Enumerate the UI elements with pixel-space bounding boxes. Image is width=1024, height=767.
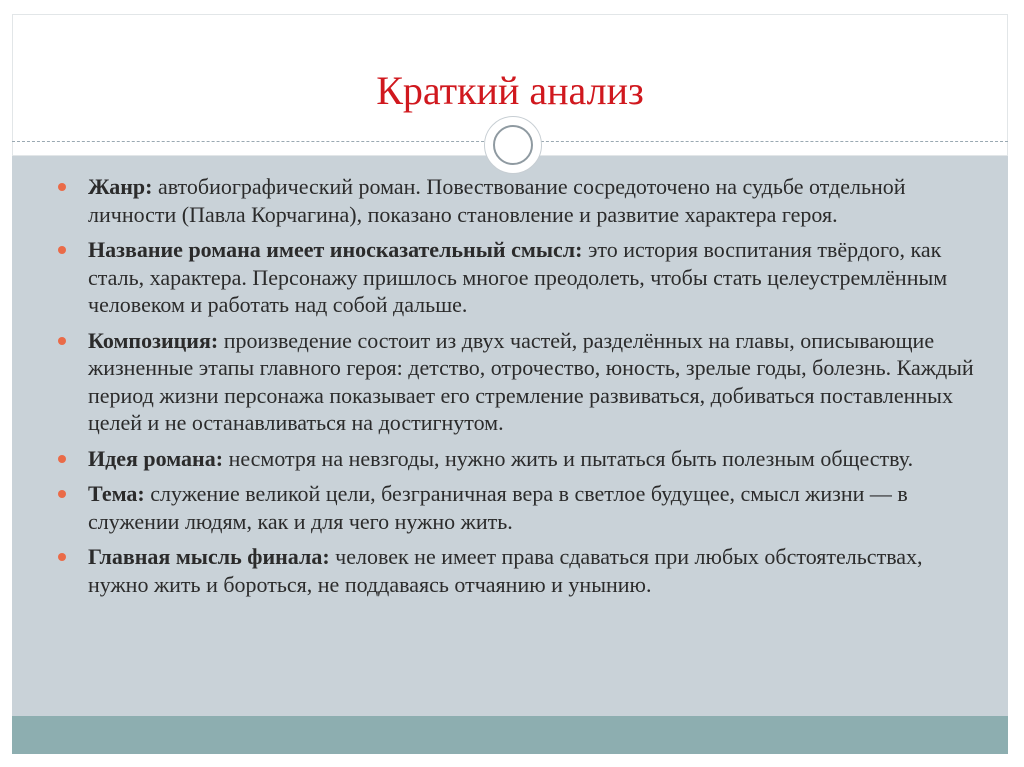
bullet-icon (58, 490, 66, 498)
item-term: Композиция: (88, 327, 219, 353)
item-term: Название романа имеет иносказательный смысл: (88, 237, 583, 262)
slide-title: Краткий анализ (376, 68, 644, 113)
bullet-icon (58, 337, 66, 345)
item-text: человек не имеет права сдаваться при любых обстоятельствах, нужно жить и бороться, не поддаваясь отчаянию и унынию. (88, 544, 923, 597)
bullet-list (58, 173, 988, 606)
item-term: Идея романа: (88, 445, 224, 471)
bullet-icon (58, 553, 66, 561)
item-term: Тема: (88, 481, 145, 506)
item-text: автобиографический роман. Повествование сосредоточено на судьбе отдельной личности (Павла Корчагина), показано становление и развитие характера героя. (88, 174, 906, 227)
footer-band (12, 716, 1008, 754)
item-text: служение великой цели, безграничная вера в светлое будущее, смысл жизни — в служении людям, как и для чего нужно жить. (88, 481, 908, 534)
circle-emblem-icon (484, 116, 542, 174)
item-text: произведение состоит из двух частей, разделённых на главы, описывающие жизненные этапы главного героя: детство, отрочество, юность, зрелые годы, болезнь. Каждый период жизни персонажа показывает его стремление развиваться, добиваться поставленных целей и не останавливаться на достигнутом. (88, 327, 974, 435)
list-item-idea (58, 445, 988, 473)
item-text: это история воспитания твёрдого, как сталь, характера. Персонажу пришлось многое преодолеть, чтобы стать целеустремлённым человеком и работать над собой дальше. (88, 237, 948, 317)
bullet-icon (58, 183, 66, 191)
item-term: Жанр: (88, 174, 153, 199)
list-item-final-thought (58, 543, 988, 598)
bullet-icon (58, 455, 66, 463)
item-term: Главная мысль финала: (88, 544, 330, 569)
list-item-genre (58, 173, 988, 228)
list-item-title-meaning (58, 236, 988, 319)
bullet-icon (58, 246, 66, 254)
item-text: несмотря на невзгоды, нужно жить и пытаться быть полезным обществу. (223, 445, 914, 471)
list-item-theme (58, 480, 988, 535)
list-item-composition (58, 327, 988, 437)
emblem-ring (493, 125, 533, 165)
